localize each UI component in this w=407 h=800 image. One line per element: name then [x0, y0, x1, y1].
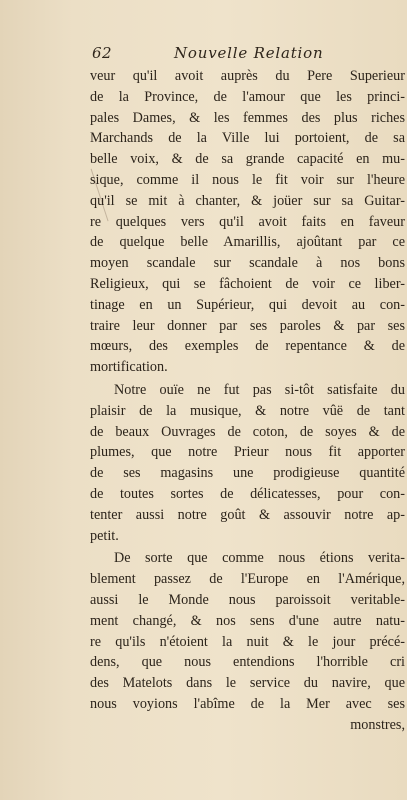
text-line: moyen scandale sur scandale à nos bons: [90, 255, 405, 272]
text-line: plumes, que notre Prieur nous fit apporter: [90, 444, 405, 461]
text-line: aussi le Monde nous paroissoit veritable-: [90, 591, 405, 608]
text-line: de beaux Ouvrages de coton, de soyes & de: [90, 423, 405, 440]
page-header: [92, 44, 392, 66]
text-line: dens, que nous entendions l'horrible cri: [90, 654, 405, 671]
page-number: 62: [92, 44, 113, 62]
running-head: Nouvelle Relation: [174, 44, 324, 62]
text-line: de la Province, de l'amour que les princi-: [90, 88, 405, 105]
text-line: nous voyions l'abîme de la Mer avec ses: [90, 695, 405, 712]
text-line: tenter aussi notre goût & assouvir notre ap-: [90, 506, 405, 523]
text-line: pales Dames, & les femmes des plus riches: [90, 109, 405, 126]
text-line: Notre ouïe ne fut pas si-tôt satisfaite du: [114, 381, 405, 398]
text-line: petit.: [90, 527, 119, 544]
text-line: de quelque belle Amarillis, ajoûtant par ce: [90, 234, 405, 251]
text-line: Marchands de la Ville lui portoient, de sa: [90, 130, 405, 147]
text-line: qu'il se mit à chanter, & joüer sur sa Guitar-: [90, 192, 405, 209]
text-line: Religieux, qui se fâchoient de voir ce liber-: [90, 275, 405, 292]
text-line: blement passez de l'Europe en l'Amérique,: [90, 571, 405, 588]
text-line: mœurs, des exemples de repentance & de: [90, 338, 405, 355]
text-line: De sorte que comme nous étions verita-: [114, 550, 405, 567]
text-line: sique, comme il nous le fit voir sur l'heure: [90, 171, 405, 188]
text-line: belle voix, & de sa grande capacité en mu-: [90, 151, 405, 168]
text-line: de toutes sortes de délicatesses, pour con-: [90, 485, 405, 502]
text-line: ment changé, & nos sens d'une autre natu-: [90, 612, 405, 629]
text-line: de ses magasins une prodigieuse quantité: [90, 465, 405, 482]
text-line: re qu'ils n'étoient la nuit & le jour précé-: [90, 633, 405, 650]
body-text: [90, 66, 405, 736]
text-line: veur qu'il avoit auprès du Pere Superieur: [90, 68, 405, 84]
text-line: mortification.: [90, 359, 168, 376]
text-line: des Matelots dans le service du navire, que: [90, 675, 405, 692]
text-line: plaisir de la musique, & notre vûë de tant: [90, 402, 405, 419]
text-line: re quelques vers qu'il avoit faits en faveur: [90, 213, 405, 230]
catchword: monstres,: [350, 716, 405, 733]
text-line: traire leur donner par ses paroles & par ses: [90, 317, 405, 334]
text-line: tinage en un Supérieur, qui devoit au con-: [90, 296, 405, 313]
